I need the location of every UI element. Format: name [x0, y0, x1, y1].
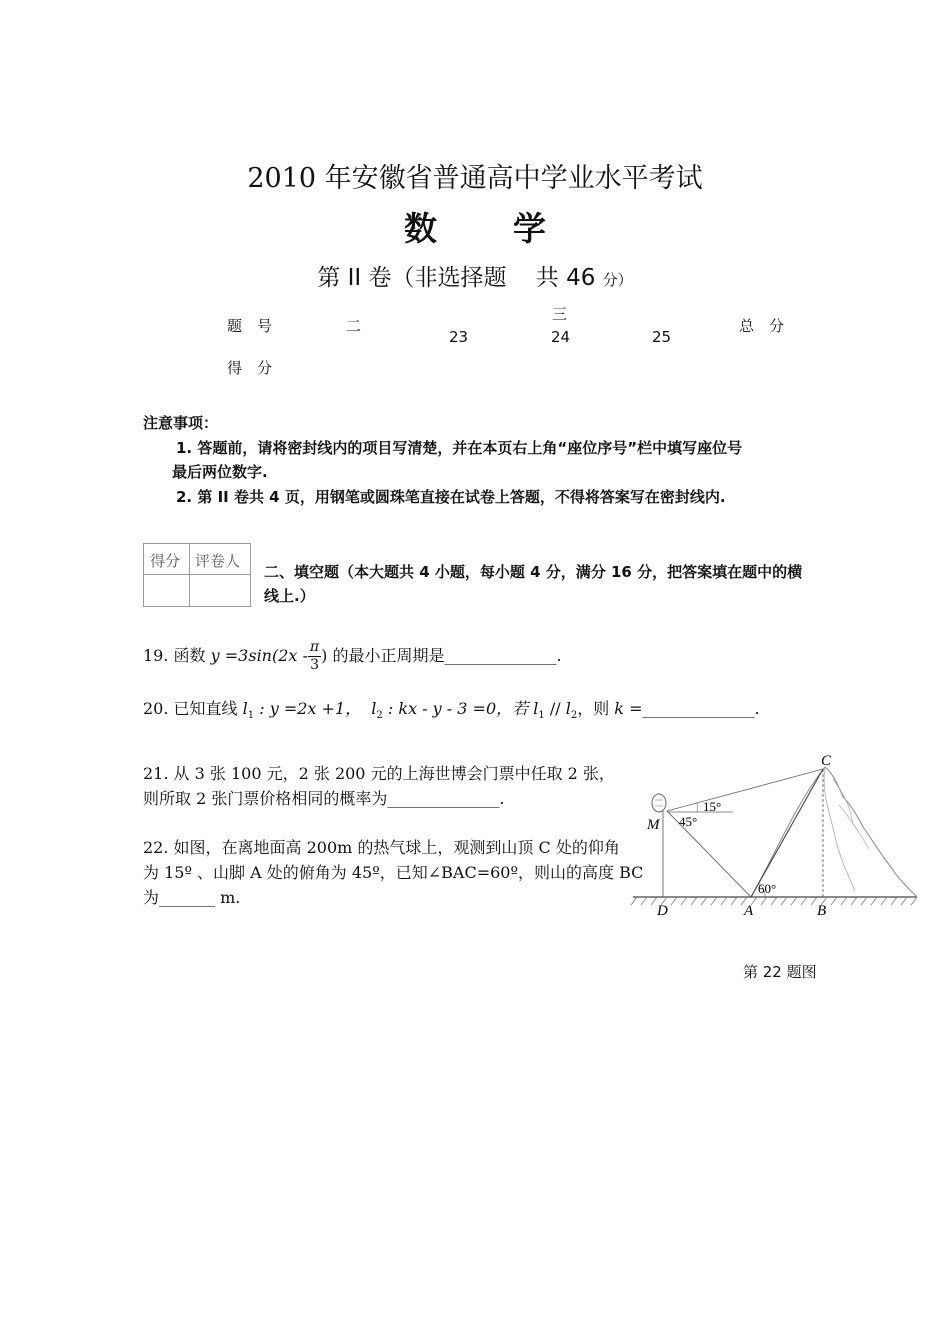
q20-l1: l	[242, 699, 248, 718]
question-20	[143, 696, 760, 721]
paper-total: 共 46	[535, 265, 596, 291]
notes-item-2: 2. 第 II 卷共 4 页，用钢笔或圆珠笔直接在试卷上答题，不得将答案写在密封线内.	[176, 488, 726, 506]
angle-45-label: 45°	[679, 814, 698, 829]
q19-prefix: 19. 函数	[143, 646, 206, 665]
subject-heading	[0, 203, 950, 250]
label-d: D	[657, 903, 668, 919]
figure-caption: 第 22 题图	[743, 963, 817, 981]
exam-title: 2010 年安徽省普通高中学业水平考试	[247, 163, 703, 194]
grade-box-divider-v	[189, 544, 190, 606]
grade-box-divider	[144, 574, 250, 575]
q20-par-b: l	[565, 699, 571, 718]
q19-suffix: ) 的最小正周期是______________.	[321, 646, 562, 665]
q20-l1-sub: 1	[247, 710, 255, 722]
row-label-score: 得 分	[227, 359, 273, 377]
row-label-question: 题 号	[227, 317, 273, 335]
question-22-cont-2: 为_______ m.	[143, 888, 241, 907]
question-23: 23	[449, 328, 469, 346]
q22-figure	[625, 745, 925, 925]
q20-end: ，则	[577, 699, 610, 718]
label-m: M	[647, 817, 660, 833]
notes-item-1: 1. 答题前，请将密封线内的项目写清楚，并在本页右上角“座位序号”栏中填写座位号	[176, 439, 743, 457]
label-c: C	[821, 753, 832, 769]
angle-15-label: 15°	[703, 799, 722, 814]
q20-k: k	[614, 699, 624, 718]
q20-blank: =______________.	[624, 699, 760, 718]
label-a: A	[744, 903, 754, 919]
paper-heading	[0, 259, 950, 292]
q19-fraction	[308, 639, 321, 674]
section-two-label: 二	[346, 317, 362, 335]
q20-eq2: : kx - y - 3 =0，若	[387, 699, 529, 718]
question-19	[143, 633, 562, 679]
section-two-heading-cont: 线上.）	[264, 587, 315, 605]
subject-char-2: 学	[513, 209, 546, 248]
notes-item-1-cont: 最后两位数字.	[172, 463, 268, 481]
section-two-heading: 二、填空题（本大题共 4 小题，每小题 4 分，满分 16 分，把答案填在题中的横	[264, 563, 803, 581]
grade-box	[143, 543, 251, 607]
q20-par-b-sub: 2	[570, 710, 578, 722]
question-22: 22. 如图，在离地面高 200m 的热气球上，观测到山顶 C 处的仰角	[143, 838, 620, 857]
total-label: 总 分	[739, 317, 785, 335]
grade-box-grader-label: 评卷人	[195, 552, 241, 570]
q20-l2-sub: 2	[376, 710, 383, 722]
label-b: B	[817, 903, 827, 919]
angle-60-label: 60°	[758, 881, 777, 896]
q19-formula: y =3sin(2x -	[210, 646, 308, 665]
question-25: 25	[652, 328, 672, 346]
subject-char-1: 数	[404, 209, 437, 248]
ground-line	[631, 897, 917, 905]
q20-par-a: l	[533, 699, 539, 718]
paper-unit: 分）	[602, 271, 633, 289]
question-24: 24	[551, 328, 571, 346]
q20-par-a-sub: 1	[538, 710, 545, 722]
paper-label: 第 II 卷（非选择题	[317, 265, 507, 291]
question-22-cont: 为 15º 、山脚 A 处的俯角为 45º，已知∠BAC=60º，则山的高度 BC	[143, 863, 644, 882]
question-21: 21. 从 3 张 100 元，2 张 200 元的上海世博会门票中任取 2 张，	[143, 764, 615, 783]
q19-pi: π	[309, 639, 320, 655]
q20-l2: l	[371, 699, 377, 718]
q19-three: 3	[310, 657, 319, 673]
grade-box-score-label: 得分	[150, 552, 181, 570]
q20-parallel: //	[544, 699, 566, 718]
q20-prefix: 20. 已知直线	[143, 699, 238, 718]
q20-eq1: : y =2x +1，	[259, 699, 362, 718]
balloon-icon	[652, 794, 666, 812]
question-21-cont: 则所取 2 张门票价格相同的概率为______________.	[143, 789, 505, 808]
notes-heading: 注意事项：	[143, 414, 219, 432]
section-three-label: 三	[552, 305, 568, 323]
